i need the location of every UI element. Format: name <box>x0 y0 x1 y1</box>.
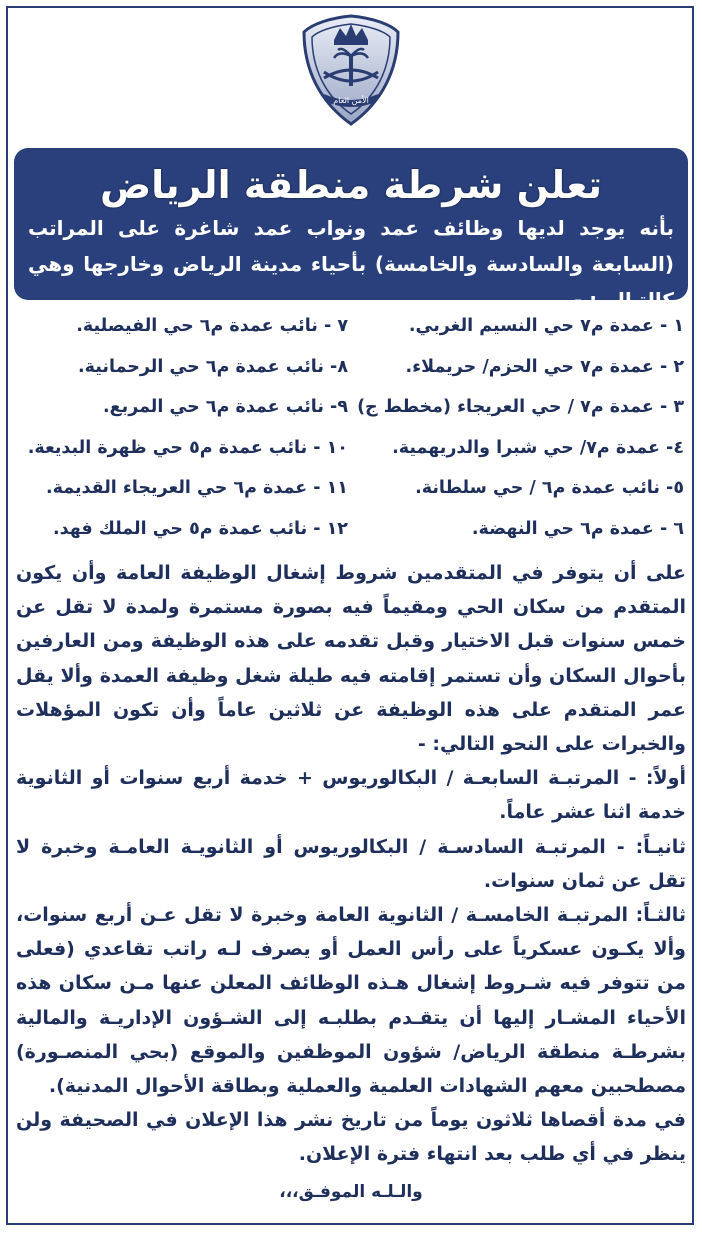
list-item: ١ - عمدة م٧ حي النسيم الغربي. <box>408 316 684 336</box>
public-security-emblem-icon <box>294 10 408 130</box>
banner-subtitle: بأنه يوجد لديها وظائف عمد ونواب عمد شاغرة على المراتب (السابعة والسادسة والخامسة) بأحياء مدينة الرياض وخارجها وهي كالتـالي: - <box>28 216 674 312</box>
closing-line: والـلـه الموفـق،،، <box>279 1182 423 1202</box>
list-item: ٨- نائب عمدة م٦ حي الرحمانية. <box>78 356 348 377</box>
list-item: ١١ - عمدة م٦ حي العريجاء القديمة. <box>45 478 348 498</box>
announcement-body <box>16 556 686 1172</box>
logo-caption: الأمن العام <box>333 96 369 105</box>
positions-column-right <box>354 306 684 549</box>
requirement-second: ثانيـاً: - المرتبـة السادسـة / البكالوريوس أو الثانويـة العامـة وخبرة لا تقل عن ثمان سنوات. <box>16 835 686 892</box>
list-item: ٤- عمدة م٧/ حي شبرا والدريهمية. <box>392 437 684 458</box>
announcement-banner <box>14 148 688 312</box>
positions-list <box>18 306 684 548</box>
page-title: تعلن شرطة منطقة الرياض <box>100 163 602 207</box>
positions-column-left <box>18 306 348 549</box>
requirement-third: ثالثـاً: المرتبـة الخامسـة / الثانوية العامة وخبرة لا تقل عـن أربع سنوات، وألا يكـون عسكرياً على رأس العمل أو يصرف لـه راتب تقاعدي (فعلى من تتوفر فيه شـروط إشغال هـذه الوظائف المعلن عنها مـن سكان هذه الأحياء المشـار إليها أن يتقـدم بطلبـه إلى الشـؤون الإداريـة والمالية بشرطـة منطقة الرياض/ شؤون الموظفين والموقع (بحي المنصـورة) مصطحبين معهم الشهادات العلمية والعملية وبطاقة الأحوال المدنية). <box>16 904 686 1098</box>
list-item: ١٢ - نائب عمدة م٥ حي الملك فهد. <box>53 518 348 539</box>
conditions-paragraph: على أن يتوفر في المتقدمين شروط إشغال الوظيفة العامة وأن يكون المتقدم من سكان الحي ومقيماً فيه بصورة مستمرة ولمدة لا تقل عن خمس سنوات قبل الاختيار وقبل تقدمه على هذه الوظيفة ومن العارفين بأحوال السكان وأن تستمر إقامته فيه طيلة شغل وظيفة العمدة وألا يقل عمر المتقدم على هذه الوظيفة عن ثلاثين عاماً وأن تكون المؤهلات والخبرات على النحو التالي: - <box>16 562 686 756</box>
requirement-first: أولاً: - المرتبـة السابعـة / البكالوريوس + خدمة أربع سنوات أو الثانوية خدمة اثنا عشر عاماً. <box>16 767 686 824</box>
list-item: ١٠ - نائب عمدة م٥ حي ظهرة البديعة. <box>27 437 348 458</box>
list-item: ٣ - عمدة م٧ / حي العريجاء (مخطط ج) <box>357 397 684 417</box>
list-item: ٧ - نائب عمدة م٦ حي الفيصلية. <box>76 316 348 336</box>
list-item: ٦ - عمدة م٦ حي النهضة. <box>471 518 684 539</box>
deadline-paragraph: في مدة أقصاها ثلاثون يوماً من تاريخ نشر هذا الإعلان في الصحيفة ولن ينظر في أي طلب بعد انتهاء فترة الإعلان. <box>16 1109 686 1166</box>
list-item: ٩- نائب عمدة م٦ حي المربع. <box>103 397 348 417</box>
list-item: ٥- نائب عمدة م٦ / حي سلطانة. <box>415 478 684 498</box>
list-item: ٢ - عمدة م٧ حي الحزم/ حريملاء. <box>405 356 684 377</box>
